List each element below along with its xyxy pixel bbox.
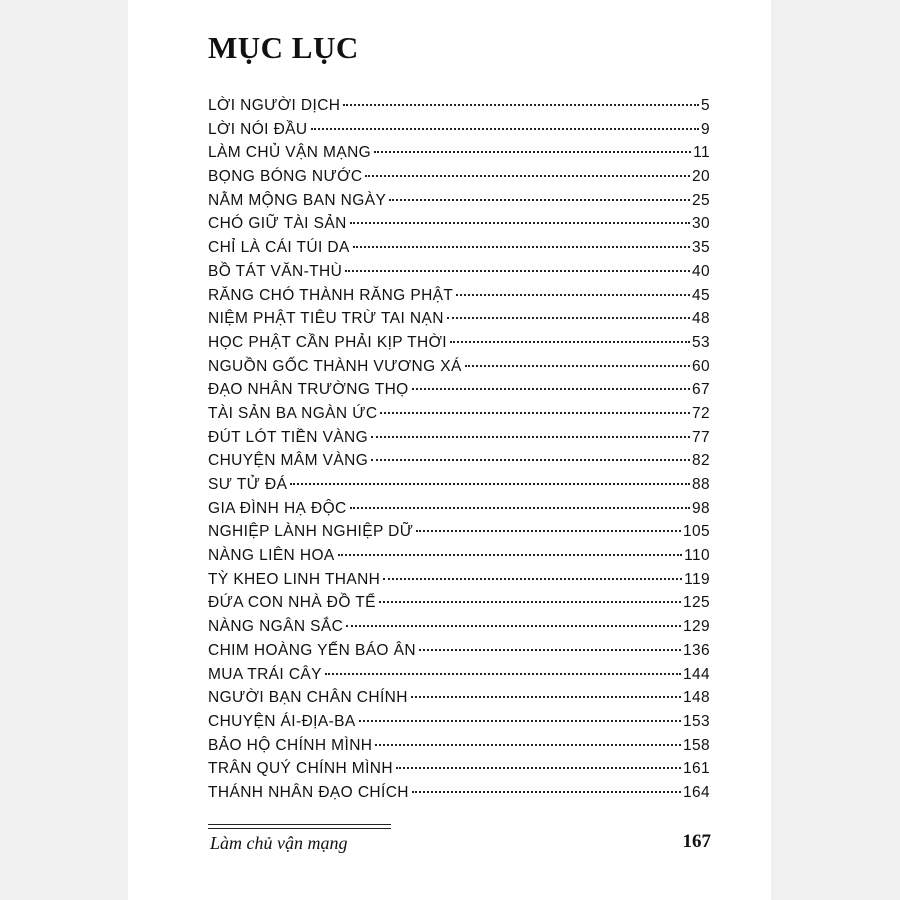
toc-entry-page: 48 [691,310,710,328]
toc-entry-title: NGƯỜI BẠN CHÂN CHÍNH [208,689,408,707]
toc-entry [208,168,710,192]
toc-entry-page: 98 [691,499,710,517]
toc-entry [208,500,710,524]
toc-dot-leader [346,625,681,627]
toc-entry-page: 72 [691,404,710,422]
toc-dot-leader [371,436,690,438]
toc-dot-leader [353,246,690,248]
toc-entry [208,405,710,429]
toc-entry-title: NÀNG NGÂN SẮC [208,618,344,636]
toc-entry [208,144,710,168]
toc-dot-leader [359,720,681,722]
toc-entry [208,476,710,500]
toc-entry-page: 20 [691,168,710,186]
toc-entry-title: ĐÚT LÓT TIỀN VÀNG [208,428,369,446]
toc-entry [208,334,710,358]
footer-rule-top [208,824,391,825]
toc-entry [208,358,710,382]
toc-entry [208,784,710,808]
toc-entry-page: 164 [682,783,710,801]
toc-entry [208,263,710,287]
toc-entry-title: TRÂN QUÝ CHÍNH MÌNH [208,760,393,778]
toc-entry-title: GIA ĐÌNH HẠ ĐỘC [208,499,347,517]
toc-dot-leader [325,673,681,675]
toc-entry [208,429,710,453]
table-of-contents [208,97,710,808]
toc-dot-leader [412,388,690,390]
toc-entry-page: 40 [691,262,710,280]
toc-entry-title: LỜI NGƯỜI DỊCH [208,97,341,114]
toc-dot-leader [465,365,690,367]
toc-entry-page: 136 [682,641,710,659]
toc-entry [208,737,710,761]
toc-entry-title: HỌC PHẬT CẦN PHẢI KỊP THỜI [208,333,448,351]
toc-entry-page: 25 [691,191,710,209]
toc-entry-title: CHỈ LÀ CÁI TÚI DA [208,239,350,257]
toc-entry [208,571,710,595]
toc-entry-title: MUA TRÁI CÂY [208,665,322,683]
toc-entry [208,452,710,476]
toc-entry-title: NÀNG LIÊN HOA [208,547,335,565]
toc-entry [208,215,710,239]
toc-dot-leader [383,578,682,580]
toc-entry-page: 82 [691,452,710,470]
toc-dot-leader [371,459,690,461]
toc-entry-title: ĐẠO NHÂN TRƯỜNG THỌ [208,381,409,399]
toc-entry [208,642,710,666]
toc-entry-page: 125 [682,594,710,612]
toc-entry-title: RĂNG CHÓ THÀNH RĂNG PHẬT [208,286,454,304]
toc-dot-leader [343,104,699,106]
toc-dot-leader [412,791,681,793]
toc-entry [208,618,710,642]
footer-rule-bottom [208,828,391,829]
toc-entry-page: 153 [682,712,710,730]
toc-entry [208,547,710,571]
toc-entry [208,239,710,263]
toc-dot-leader [338,554,682,556]
toc-entry-title: NGUỒN GỐC THÀNH VƯƠNG XÁ [208,357,462,375]
toc-entry-title: BẢO HỘ CHÍNH MÌNH [208,736,373,754]
toc-entry-title: NIỆM PHẬT TIÊU TRỪ TAI NẠN [208,310,444,328]
toc-entry-page: 144 [682,665,710,683]
toc-entry [208,97,710,121]
toc-entry [208,381,710,405]
toc-dot-leader [345,270,690,272]
toc-entry [208,689,710,713]
toc-entry-title: TÀI SẢN BA NGÀN ỨC [208,404,378,422]
page-title: MỤC LỤC [208,30,359,65]
toc-entry-page: 158 [682,736,710,754]
toc-entry-title: ĐỨA CON NHÀ ĐỒ TỂ [208,594,376,612]
book-page [128,0,771,900]
toc-entry-title: LỜI NÓI ĐẦU [208,120,308,138]
toc-entry [208,121,710,145]
toc-dot-leader [350,507,690,509]
toc-entry-page: 53 [691,333,710,351]
footer-page-number: 167 [682,831,711,852]
toc-entry [208,760,710,784]
toc-entry-title: LÀM CHỦ VẬN MẠNG [208,144,372,162]
toc-entry [208,310,710,334]
toc-dot-leader [447,317,690,319]
toc-entry-page: 105 [682,523,710,541]
toc-entry-title: NGHIỆP LÀNH NGHIỆP DỮ [208,523,414,541]
toc-entry [208,287,710,311]
toc-entry-title: NẰM MỘNG BAN NGÀY [208,191,387,209]
toc-dot-leader [375,744,681,746]
toc-dot-leader [380,412,690,414]
toc-dot-leader [416,530,681,532]
toc-entry-title: CHUYỆN ÁI-ĐỊA-BA [208,712,356,730]
toc-entry-title: CHUYỆN MÂM VÀNG [208,452,369,470]
toc-entry [208,713,710,737]
toc-entry-page: 67 [691,381,710,399]
toc-entry-page: 5 [700,97,710,114]
toc-entry-page: 9 [700,120,710,138]
toc-entry-page: 88 [691,476,710,493]
toc-dot-leader [389,199,690,201]
toc-entry [208,523,710,547]
toc-dot-leader [456,294,690,296]
toc-entry-page: 161 [682,760,710,778]
toc-entry-title: TỲ KHEO LINH THANH [208,570,381,588]
toc-dot-leader [450,341,690,343]
toc-entry-title: BỒ TÁT VĂN-THÙ [208,262,343,280]
toc-entry [208,594,710,618]
toc-dot-leader [350,222,690,224]
toc-dot-leader [419,649,681,651]
footer-book-title: Làm chủ vận mạng [210,833,348,853]
toc-dot-leader [411,696,681,698]
toc-entry-page: 30 [691,215,710,233]
toc-entry-title: CHIM HOÀNG YẾN BÁO ÂN [208,641,416,659]
toc-dot-leader [379,601,681,603]
toc-entry-page: 148 [682,689,710,707]
toc-entry-page: 110 [684,547,710,565]
toc-dot-leader [311,128,699,130]
toc-entry-title: CHÓ GIỮ TÀI SẢN [208,215,347,233]
toc-dot-leader [365,175,690,177]
toc-entry [208,192,710,216]
toc-entry-title: SƯ TỬ ĐÁ [208,476,288,493]
toc-entry-page: 119 [684,570,710,588]
toc-entry-title: BỌNG BÓNG NƯỚC [208,168,363,186]
toc-entry [208,666,710,690]
toc-entry-page: 60 [691,357,710,375]
toc-dot-leader [374,151,691,153]
toc-entry-page: 129 [682,618,710,636]
toc-entry-page: 77 [691,428,710,446]
toc-entry-page: 45 [691,286,710,304]
toc-entry-page: 35 [691,239,710,257]
toc-entry-title: THÁNH NHÂN ĐẠO CHÍCH [208,783,409,801]
toc-dot-leader [396,767,681,769]
toc-entry-page: 11 [693,144,710,162]
toc-dot-leader [290,483,690,485]
